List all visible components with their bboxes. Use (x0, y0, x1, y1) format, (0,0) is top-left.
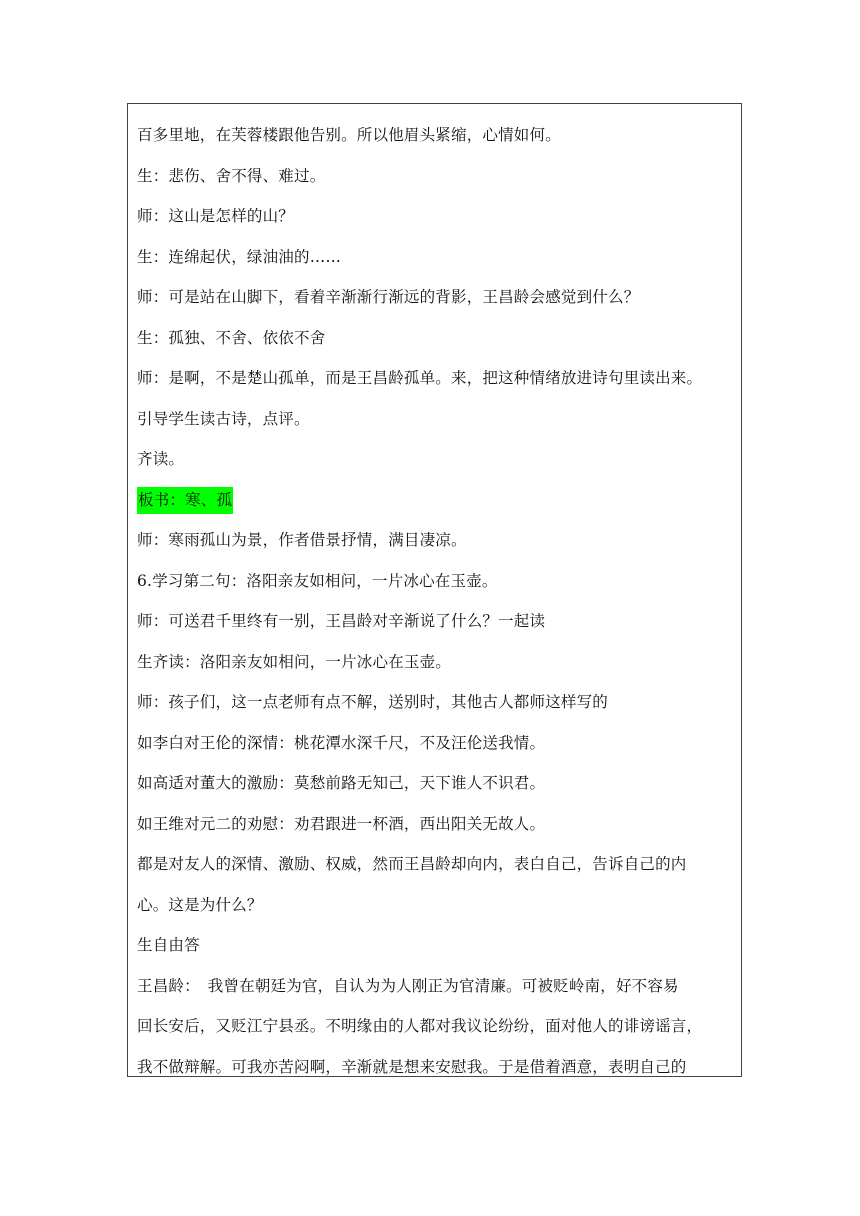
text-line: 回长安后，又贬江宁县丞。不明缘由的人都对我议论纷纷，面对他人的诽谤谣言， (137, 1017, 703, 1035)
text-line: 齐读。 (137, 450, 185, 468)
text-line: 生：连绵起伏，绿油油的…… (137, 247, 342, 266)
text-line: 百多里地，在芙蓉楼跟他告别。所以他眉头紧缩，心情如何。 (137, 126, 561, 144)
text-line: 引导学生读古诗，点评。 (137, 409, 310, 428)
text-line: 师：孩子们，这一点老师有点不解，送别时，其他古人都师这样写的 (137, 693, 609, 711)
text-line: 6.学习第二句：洛阳亲友如相问，一片冰心在玉壶。 (137, 571, 498, 590)
text-line: 都是对友人的深情、激励、权威，然而王昌龄却向内，表白自己，告诉自己的内 (137, 855, 687, 873)
highlight-line (137, 480, 737, 521)
text-line: 师：这山是怎样的山？ (137, 207, 295, 225)
text-line: 师：可送君千里终有一别，王昌龄对辛渐说了什么？一起读 (137, 612, 546, 630)
text-line: 师：可是站在山脚下，看着辛渐渐行渐远的背影，王昌龄会感觉到什么？ (137, 288, 640, 306)
lesson-text (137, 115, 737, 1087)
text-line: 我不做辩解。可我亦苦闷啊，辛渐就是想来安慰我。于是借着酒意，表明自己的 (137, 1057, 687, 1076)
blackboard-highlight: 板书：寒、孤 (137, 487, 233, 514)
text-line: 心。这是为什么？ (137, 895, 263, 914)
text-line: 如李白对王伦的深情：桃花潭水深千尺，不及汪伦送我情。 (137, 733, 546, 752)
text-line: 师：寒雨孤山为景，作者借景抒情，满目凄凉。 (137, 531, 467, 549)
lesson-table-cell (127, 103, 742, 1077)
text-line: 生齐读：洛阳亲友如相问，一片冰心在玉壶。 (137, 652, 452, 671)
text-line: 生：孤独、不舍、依依不舍 (137, 328, 326, 347)
text-line: 王昌龄： 我曾在朝廷为官，自认为为人刚正为官清廉。可被贬岭南，好不容易 (137, 976, 679, 995)
text-line: 如高适对董大的激励：莫愁前路无知己，天下谁人不识君。 (137, 774, 546, 792)
text-line: 师：是啊，不是楚山孤单，而是王昌龄孤单。来，把这种情绪放进诗句里读出来。 (137, 369, 703, 387)
text-line: 生：悲伤、舍不得、难过。 (137, 166, 326, 185)
text-line: 生自由答 (137, 936, 200, 954)
text-line: 如王维对元二的劝慰：劝君跟进一杯酒，西出阳关无故人。 (137, 814, 546, 833)
